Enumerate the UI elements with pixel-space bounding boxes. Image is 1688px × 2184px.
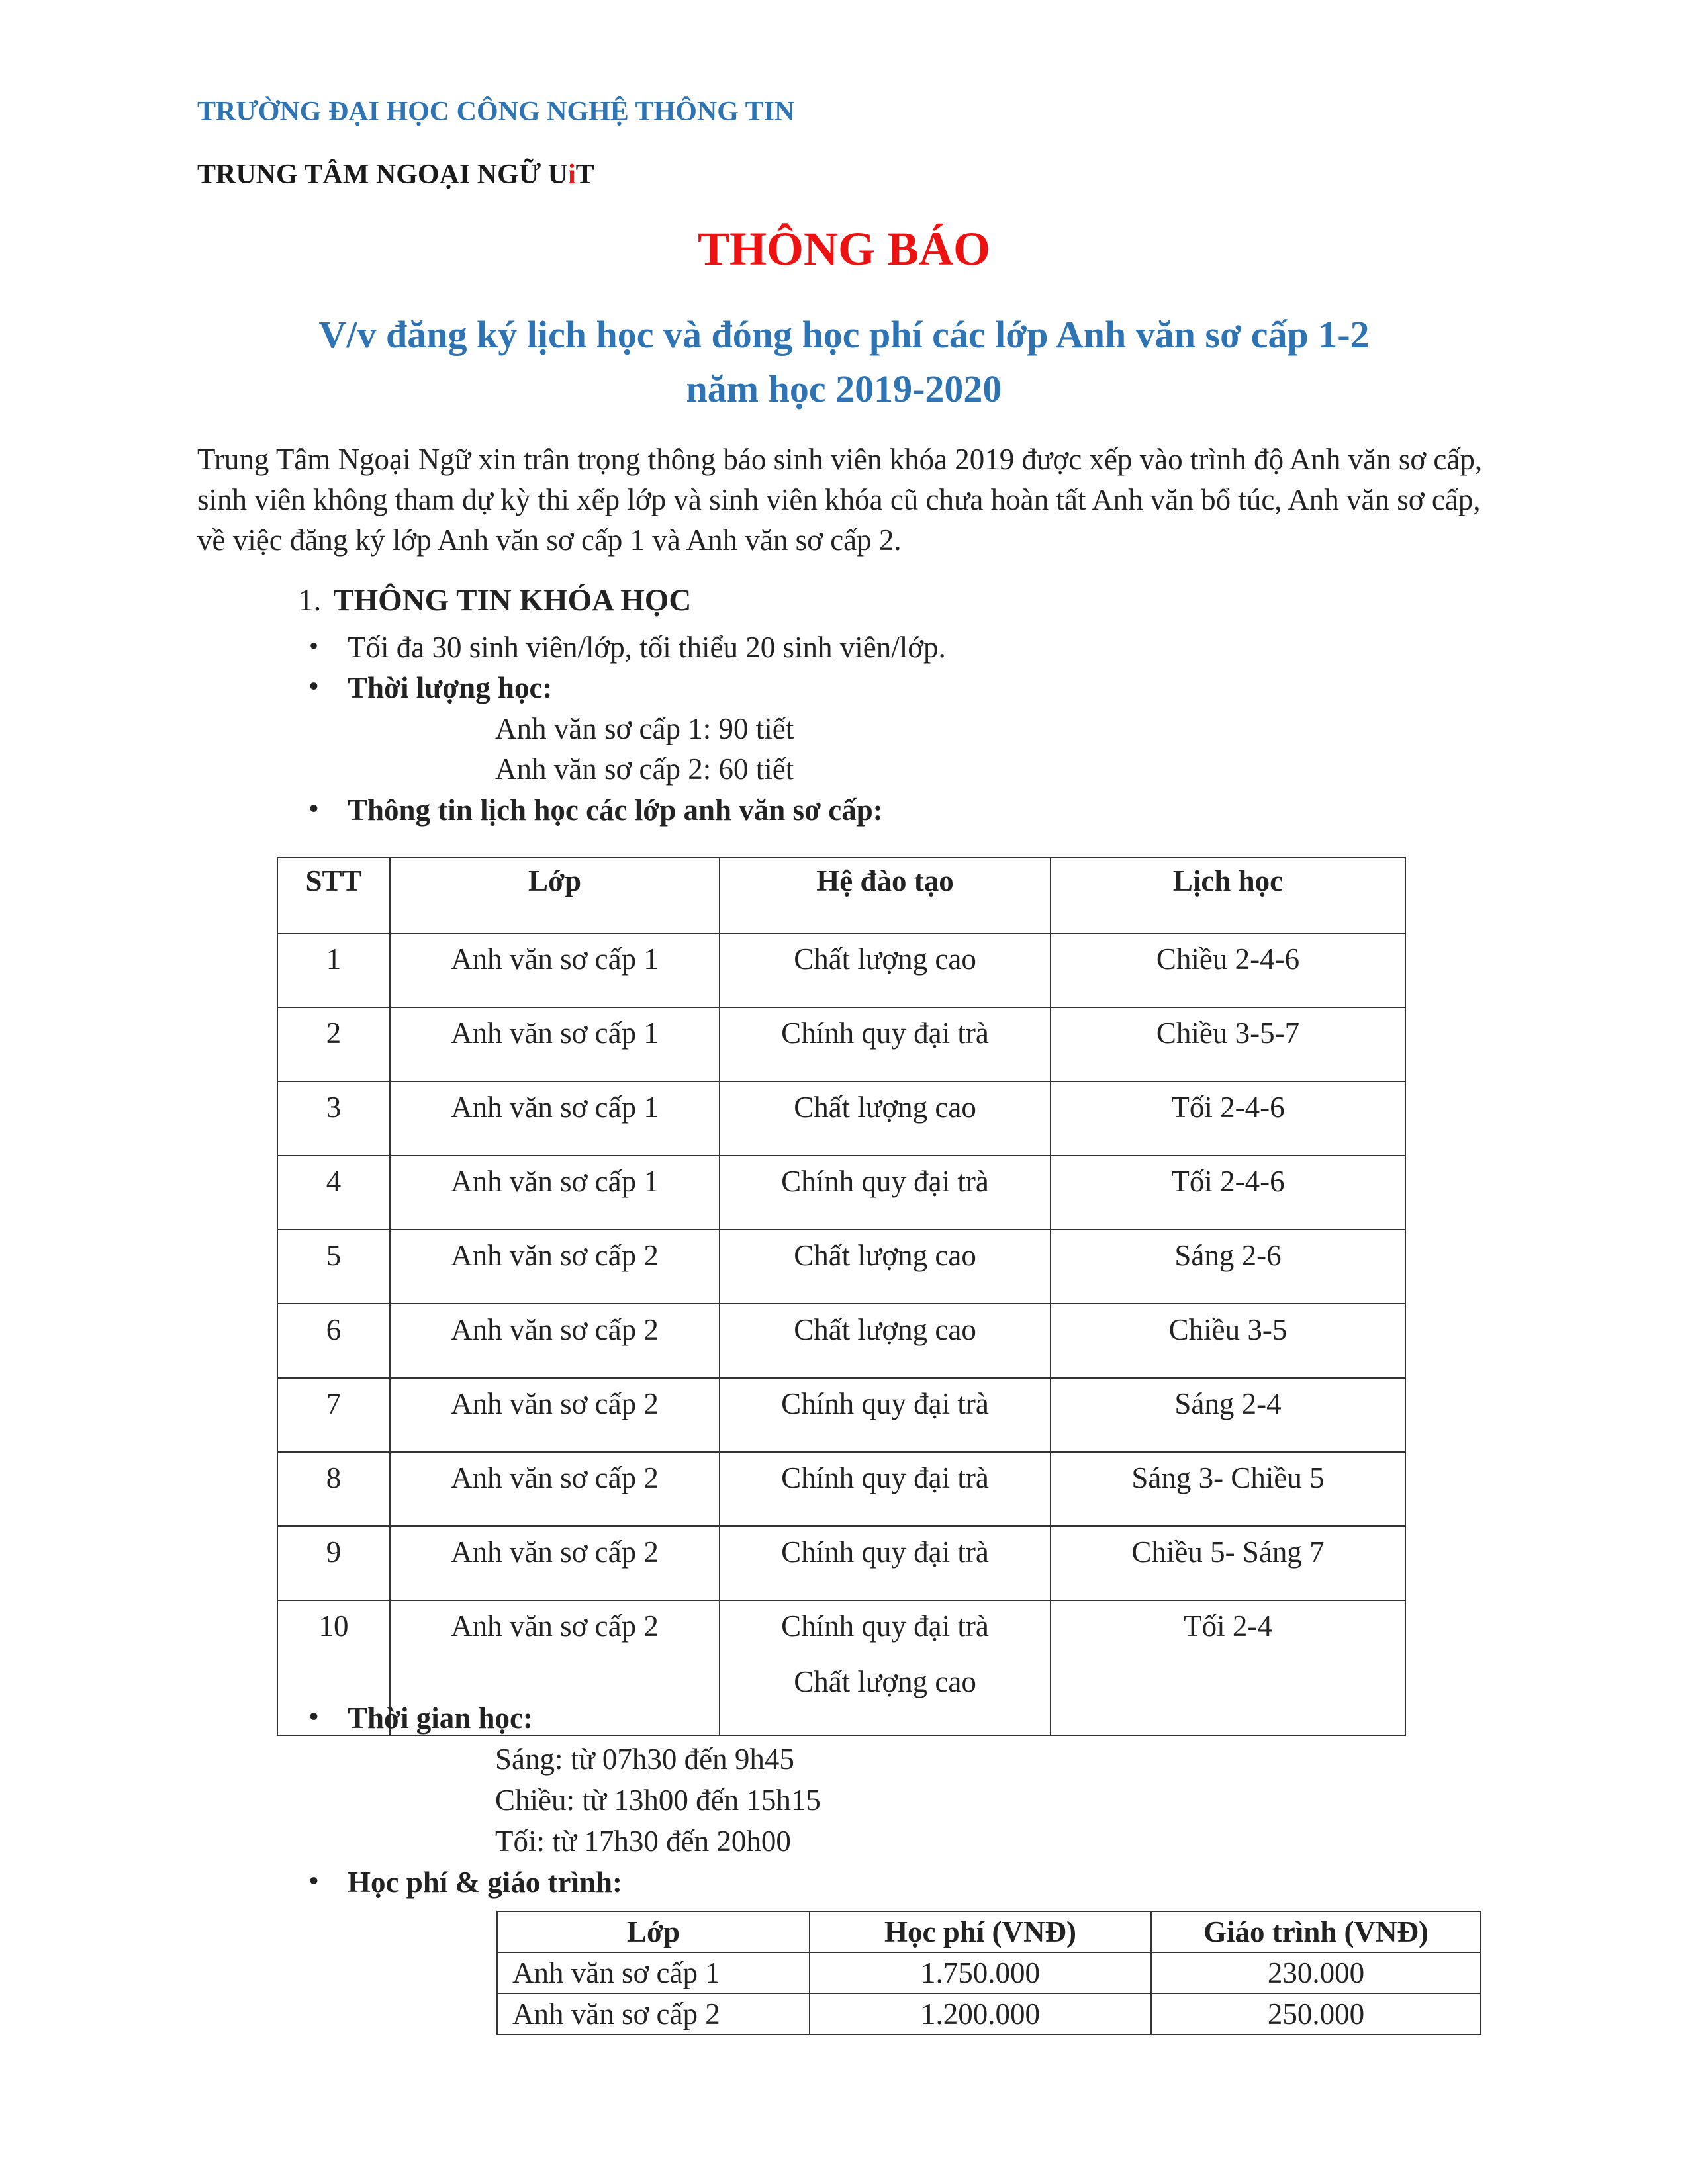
- cell-stt: 9: [277, 1526, 390, 1600]
- header-stt: STT: [277, 858, 390, 933]
- cell-program: Chất lượng cao: [720, 933, 1051, 1007]
- page-subtitle: [0, 308, 1688, 416]
- cell-stt: 6: [277, 1304, 390, 1378]
- table-row: [497, 1993, 1481, 2034]
- cell-class: Anh văn sơ cấp 2: [390, 1230, 720, 1304]
- cell-stt: 5: [277, 1230, 390, 1304]
- bullet-icon: •: [309, 794, 319, 823]
- table-row: [497, 1952, 1481, 1993]
- table-row: [277, 1230, 1405, 1304]
- bullet-icon: •: [309, 671, 319, 701]
- table-row: [277, 933, 1405, 1007]
- cell-program: Chính quy đại trà: [720, 1156, 1051, 1230]
- bullet-capacity: • Tối đa 30 sinh viên/lớp, tối thiểu 20 sinh viên/lớp.: [309, 631, 946, 664]
- cell-schedule: Tối 2-4-6: [1051, 1081, 1405, 1156]
- cell-stt: 2: [277, 1007, 390, 1081]
- cell-stt: 7: [277, 1378, 390, 1452]
- cell-stt: 10: [277, 1600, 390, 1735]
- table-row: [277, 1007, 1405, 1081]
- cell-textbook: 230.000: [1151, 1952, 1481, 1993]
- duration-level-1: Anh văn sơ cấp 1: 90 tiết: [495, 712, 794, 745]
- bullet-schedule: • Thông tin lịch học các lớp anh văn sơ cấp:: [309, 794, 883, 827]
- table-row: [277, 1304, 1405, 1378]
- cell-class: Anh văn sơ cấp 2: [390, 1526, 720, 1600]
- cell-class: Anh văn sơ cấp 1: [390, 1156, 720, 1230]
- table-row: [277, 1452, 1405, 1526]
- cell-class: Anh văn sơ cấp 1: [390, 1081, 720, 1156]
- time-evening: Tối: từ 17h30 đến 20h00: [495, 1825, 791, 1858]
- cell-program: Chất lượng cao: [720, 1304, 1051, 1378]
- cell-program: Chất lượng cao: [720, 1081, 1051, 1156]
- cell-class: Anh văn sơ cấp 1: [497, 1952, 810, 1993]
- cell-class: Anh văn sơ cấp 1: [390, 933, 720, 1007]
- bullet-fees: • Học phí & giáo trình:: [309, 1866, 623, 1899]
- schedule-table: [277, 857, 1406, 1736]
- cell-program: [720, 1600, 1051, 1735]
- cell-program: Chính quy đại trà: [720, 1378, 1051, 1452]
- center-name: TRUNG TÂM NGOẠI NGỮ UiT: [197, 159, 594, 190]
- cell-schedule: Chiều 2-4-6: [1051, 933, 1405, 1007]
- table-row: [277, 1526, 1405, 1600]
- page-title: THÔNG BÁO: [697, 222, 991, 275]
- cell-stt: 4: [277, 1156, 390, 1230]
- university-name: TRƯỜNG ĐẠI HỌC CÔNG NGHỆ THÔNG TIN: [197, 97, 795, 127]
- cell-class: Anh văn sơ cấp 2: [390, 1600, 720, 1735]
- table-row: [277, 1378, 1405, 1452]
- cell-schedule: Tối 2-4: [1051, 1600, 1405, 1735]
- duration-level-2: Anh văn sơ cấp 2: 60 tiết: [495, 752, 794, 786]
- cell-stt: 3: [277, 1081, 390, 1156]
- table-header-row: [497, 1911, 1481, 1952]
- bullet-study-time: • Thời gian học:: [309, 1702, 533, 1735]
- cell-stt: 8: [277, 1452, 390, 1526]
- cell-stt: 1: [277, 933, 390, 1007]
- cell-tuition: 1.200.000: [810, 1993, 1151, 2034]
- section-heading-1: 1. THÔNG TIN KHÓA HỌC: [298, 583, 692, 617]
- cell-schedule: Chiều 3-5-7: [1051, 1007, 1405, 1081]
- cell-schedule: Chiều 5- Sáng 7: [1051, 1526, 1405, 1600]
- bullet-icon: •: [309, 1702, 319, 1731]
- fee-table: [496, 1911, 1481, 2035]
- bullet-icon: •: [309, 631, 319, 660]
- time-afternoon: Chiều: từ 13h00 đến 15h15: [495, 1784, 821, 1817]
- subtitle-line-1: V/v đăng ký lịch học và đóng học phí các lớp Anh văn sơ cấp 1-2: [318, 313, 1370, 356]
- table-row: [277, 1081, 1405, 1156]
- cell-schedule: Tối 2-4-6: [1051, 1156, 1405, 1230]
- table-header-row: [277, 858, 1405, 933]
- program-line-1: Chính quy đại trà: [781, 1610, 989, 1643]
- cell-schedule: Sáng 2-6: [1051, 1230, 1405, 1304]
- header-program: Hệ đào tạo: [720, 858, 1051, 933]
- cell-class: Anh văn sơ cấp 2: [390, 1378, 720, 1452]
- cell-class: Anh văn sơ cấp 1: [390, 1007, 720, 1081]
- cell-program: Chính quy đại trà: [720, 1526, 1051, 1600]
- cell-program: Chính quy đại trà: [720, 1452, 1051, 1526]
- header-schedule: Lịch học: [1051, 858, 1405, 933]
- cell-program: Chính quy đại trà: [720, 1007, 1051, 1081]
- cell-schedule: Chiều 3-5: [1051, 1304, 1405, 1378]
- subtitle-line-2: năm học 2019-2020: [686, 367, 1002, 410]
- time-morning: Sáng: từ 07h30 đến 9h45: [495, 1743, 794, 1776]
- header-tuition: Học phí (VNĐ): [810, 1911, 1151, 1952]
- program-line-2: Chất lượng cao: [794, 1665, 976, 1698]
- cell-class: Anh văn sơ cấp 2: [390, 1304, 720, 1378]
- header-textbook: Giáo trình (VNĐ): [1151, 1911, 1481, 1952]
- cell-class: Anh văn sơ cấp 2: [390, 1452, 720, 1526]
- bullet-duration: • Thời lượng học:: [309, 671, 553, 704]
- cell-schedule: Sáng 2-4: [1051, 1378, 1405, 1452]
- bullet-icon: •: [309, 1866, 319, 1895]
- cell-class: Anh văn sơ cấp 2: [497, 1993, 810, 2034]
- intro-paragraph: Trung Tâm Ngoại Ngữ xin trân trọng thông báo sinh viên khóa 2019 được xếp vào trình độ Anh văn sơ cấp, sinh viên không tham dự kỳ thi xếp lớp và sinh viên khóa cũ chưa hoàn tất Anh văn bổ túc, Anh văn sơ cấp, về việc đăng ký lớp Anh văn sơ cấp 1 và Anh văn sơ cấp 2.: [197, 443, 1483, 557]
- cell-program: Chất lượng cao: [720, 1230, 1051, 1304]
- header-class: Lớp: [497, 1911, 810, 1952]
- table-row: [277, 1156, 1405, 1230]
- cell-textbook: 250.000: [1151, 1993, 1481, 2034]
- cell-schedule: Sáng 3- Chiều 5: [1051, 1452, 1405, 1526]
- cell-tuition: 1.750.000: [810, 1952, 1151, 1993]
- header-class: Lớp: [390, 858, 720, 933]
